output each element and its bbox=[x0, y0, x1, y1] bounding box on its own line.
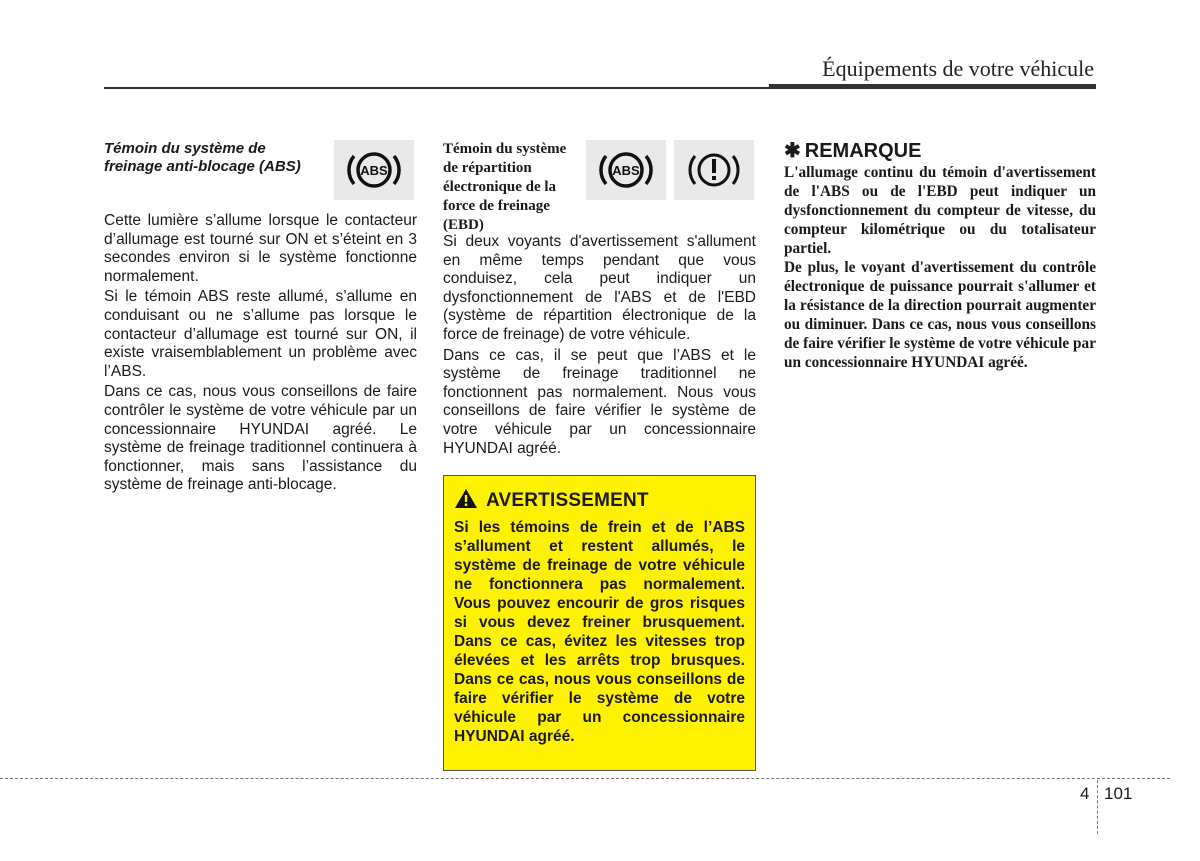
header-rule-thick bbox=[769, 84, 1096, 89]
ebd-section-heading: Témoin du système de répartition électronique de la force de freinage (EBD) bbox=[443, 141, 567, 233]
warning-text: Si les témoins de frein et de l’ABS s’allument et restent allumés, le système de freinage de votre véhicule ne fonctionnera pas normalement. Vous pouvez encourir de gros risques si vous devez freiner brusquement. Dans ce cas, évitez les vitesses trop élevées et les arrêts trop brusques. Dans ce cas, nous vous conseillons de faire vérifier le système de votre véhicule par un concessionnaire HYUNDAI agréé. bbox=[454, 519, 745, 745]
abs-section bbox=[104, 140, 417, 497]
warning-box bbox=[443, 475, 756, 771]
page-number: 101 bbox=[1104, 784, 1133, 803]
page-header-title: Équipements de votre véhicule bbox=[822, 56, 1094, 81]
abs-section-heading: Témoin du système de freinage anti-blocage (ABS) bbox=[104, 140, 301, 175]
note-paragraph-2: De plus, le voyant d'avertissement du contrôle électronique de puissance pourrait s'allumer et la résistance de la direction pourrait augmenter ou diminuer. Dans ce cas, nous vous conseillons de faire vérifier le système de votre véhicule par un concessionnaire HYUNDAI agréé. bbox=[784, 259, 1096, 371]
warning-title: AVERTISSEMENT bbox=[486, 490, 649, 511]
warning-triangle-icon bbox=[454, 488, 478, 514]
footer-divider bbox=[0, 778, 1170, 779]
brake-exclamation-icon bbox=[674, 140, 754, 200]
chapter-number: 4 bbox=[1080, 784, 1090, 803]
footer-vertical-divider bbox=[1097, 780, 1098, 834]
abs-paragraph-2: Si le témoin ABS reste allumé, s’allume en conduisant ou ne s’allume pas lorsque le contacteur d’allumage est tourné sur ON, il existe vraisemblablement un problème avec l’ABS. bbox=[104, 288, 417, 380]
abs-warning-icon bbox=[586, 140, 666, 200]
abs-paragraph-3: Dans ce cas, nous vous conseillons de faire contrôler le système de votre véhicule par un concessionnaire HYUNDAI agréé. Le système de freinage traditionnel continuera à fonctionner, mais sans l’assistance du système de freinage anti-blocage. bbox=[104, 383, 417, 494]
abs-icon-text: ABS bbox=[360, 163, 388, 178]
abs-warning-icon bbox=[334, 140, 414, 200]
ebd-paragraph-1: Si deux voyants d'avertissement s'allument en même temps pendant que vous conduisez, cela peut indiquer un dysfonctionnement de l'ABS et de l'EBD (système de répartition électronique de la force de freinage) de votre véhicule. bbox=[443, 233, 756, 343]
ebd-paragraph-2: Dans ce cas, il se peut que l’ABS et le système de freinage traditionnel ne fonctionnent pas normalement. Nous vous conseillons de faire vérifier le système de votre véhicule par un concessionnaire HYUNDAI agréé. bbox=[443, 346, 756, 457]
abs-icon-text: ABS bbox=[612, 163, 640, 178]
note-paragraph-1: L'allumage continu du témoin d'avertissement de l'ABS ou de l'EBD peut indiquer un dysfonctionnement du compteur de vitesse, du compteur kilométrique ou du totalisateur partiel. bbox=[784, 164, 1096, 257]
ebd-section bbox=[443, 140, 756, 460]
note-section bbox=[784, 140, 1096, 372]
abs-paragraph-1: Cette lumière s’allume lorsque le contacteur d’allumage est tourné sur ON et s’éteint en 3 secondes environ si le système fonctionne normalement. bbox=[104, 212, 417, 285]
note-star-icon: ✱ bbox=[784, 140, 801, 162]
header-rule bbox=[104, 87, 770, 89]
note-title: REMARQUE bbox=[804, 140, 922, 162]
